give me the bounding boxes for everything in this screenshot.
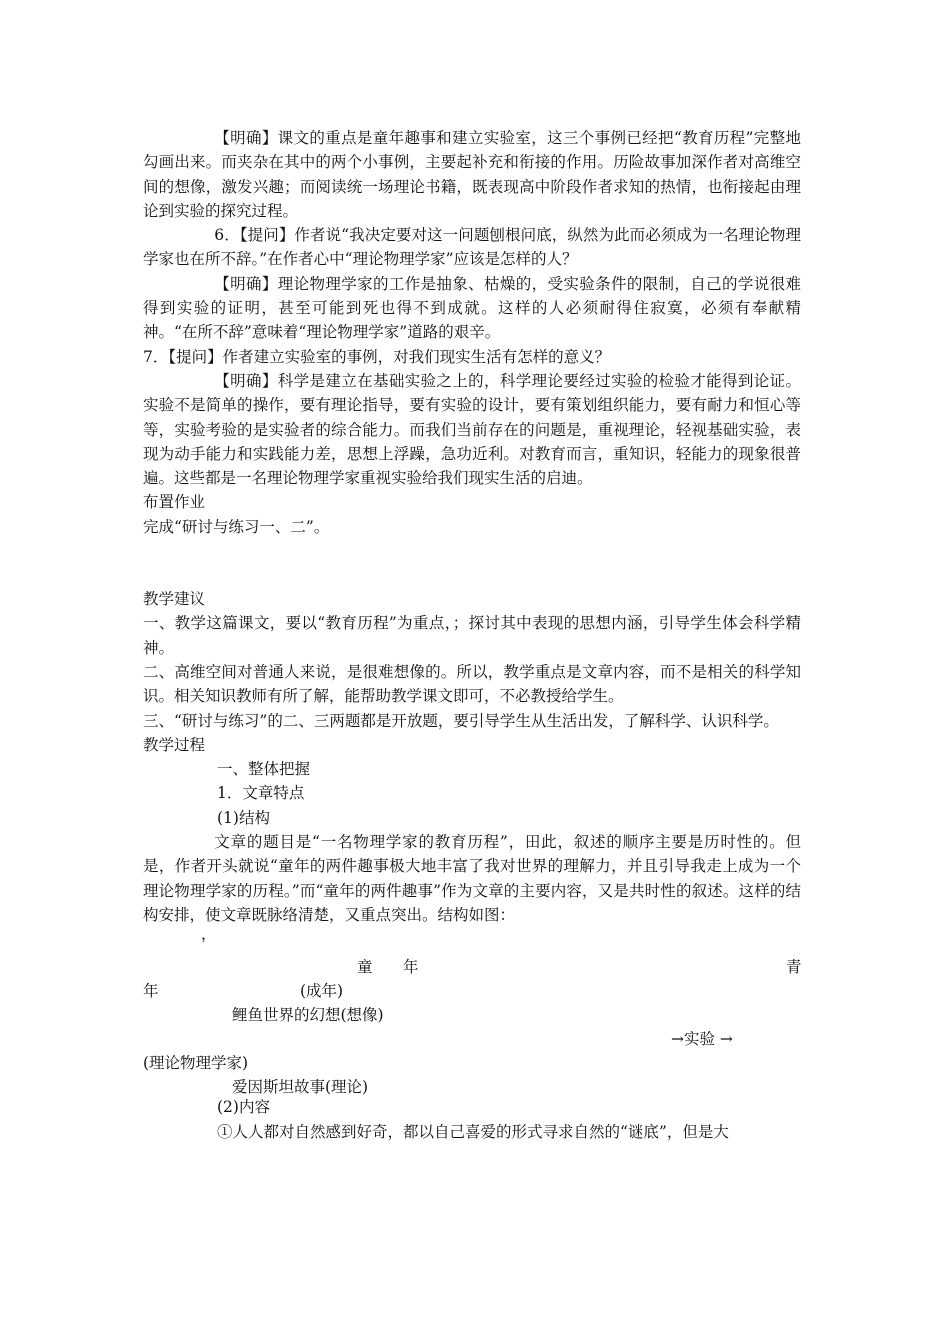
- paragraph-answer-1: 【明确】课文的重点是童年趣事和建立实验室，这三个事例已经把“教育历程”完整地勾画出来。而夹杂在其中的两个小事例，主要起补充和衔接的作用。历险故事加深作者对高维空间的想像，激发兴趣；而阅读统一场理论书籍，既表现高中阶段作者求知的热情，也衔接起由理论到实验的探究过程。: [143, 129, 801, 220]
- diagram-physicist: (理论物理学家): [143, 1054, 249, 1073]
- homework-heading: 布置作业: [143, 493, 206, 512]
- diagram-tong: 童: [357, 958, 373, 977]
- diagram-adulthood: (成年): [300, 982, 344, 1001]
- diagram-experiment: →实验 →: [671, 1030, 733, 1049]
- diagram-einstein: 爱因斯坦故事(理论): [232, 1078, 369, 1097]
- stray-comma: ，: [201, 925, 217, 944]
- diagram-fantasy: 鲤鱼世界的幻想(想像): [232, 1006, 384, 1025]
- paragraph-answer-6: 【明确】理论物理学家的工作是抽象、枯燥的，受实验条件的限制，自己的学说很难得到实验的证明，甚至可能到死也得不到成就。这样的人必须耐得住寂寞，必须有奉献精神。“在所不辞”意味着“理论物理学家”道路的艰辛。: [143, 274, 801, 342]
- suggestion-heading: 教学建议: [143, 590, 206, 609]
- homework-text: 完成“研讨与练习一、二”。: [143, 517, 330, 536]
- paragraph-answer-7: 【明确】科学是建立在基础实验之上的，科学理论要经过实验的检验才能得到论证。实验不是简单的操作，要有理论指导，要有实验的设计，要有策划组织能力，要有耐力和恒心等等，实验考验的是实验者的综合能力。而我们当前存在的问题是，重视理论，轻视基础实验，表现为动手能力和实践能力差，思想上浮躁，急功近利。对教育而言，重知识，轻能力的现象很普遍。这些都是一名理论物理学家重视实验给我们现实生活的启迪。: [143, 371, 801, 488]
- structure-diagram: [143, 943, 801, 1095]
- suggestion-2: 二、高维空间对普通人来说，是很难想像的。所以，教学重点是文章内容，而不是相关的科学知识。相关知识教师有所了解，能帮助教学课文即可，不必教授给学生。: [143, 662, 801, 706]
- section-features: 1．文章特点: [217, 784, 305, 803]
- process-heading: 教学过程: [143, 735, 206, 754]
- paragraph-content-1: ①人人都对自然感到好奇，都以自己喜爱的形式寻求自然的“谜底”，但是大: [217, 1122, 729, 1141]
- diagram-qing: 青: [786, 958, 802, 977]
- diagram-nian-2: 年: [143, 982, 159, 1001]
- section-content: (2)内容: [217, 1098, 270, 1117]
- suggestion-3: 三、“研讨与练习”的二、三两题都是开放题，要引导学生从生活出发，了解科学、认识科学。: [143, 711, 779, 730]
- paragraph-question-6: 6．【提问】作者说“我决定要对这一问题刨根问底，纵然为此而必须成为一名理论物理学家也在所不辞。”在作者心中“理论物理学家”应该是怎样的人？: [143, 226, 801, 269]
- document-page: [143, 126, 801, 1144]
- section-structure: (1)结构: [217, 808, 270, 827]
- section-overall: 一、整体把握: [217, 760, 311, 779]
- paragraph-question-7: 7．【提问】作者建立实验室的事例，对我们现实生活有怎样的意义？: [143, 347, 611, 366]
- paragraph-structure: 文章的题目是“一名物理学家的教育历程”，田此，叙述的顺序主要是历时性的。但是，作者开头就说“童年的两件趣事极大地丰富了我对世界的理解力，并且引导我走上成为一个理论物理学家的历程。”而“童年的两件趣事”作为文章的主要内容，又是共时性的叙述。这样的结构安排，使文章既脉络清楚，又重点突出。结构如图：: [143, 833, 801, 924]
- blank-spacer: [143, 539, 801, 587]
- suggestion-1: 一、教学这篇课文，要以“教育历程”为重点，；探讨其中表现的思想内涵，引导学生体会科学精神。: [143, 614, 801, 657]
- diagram-nian: 年: [403, 958, 419, 977]
